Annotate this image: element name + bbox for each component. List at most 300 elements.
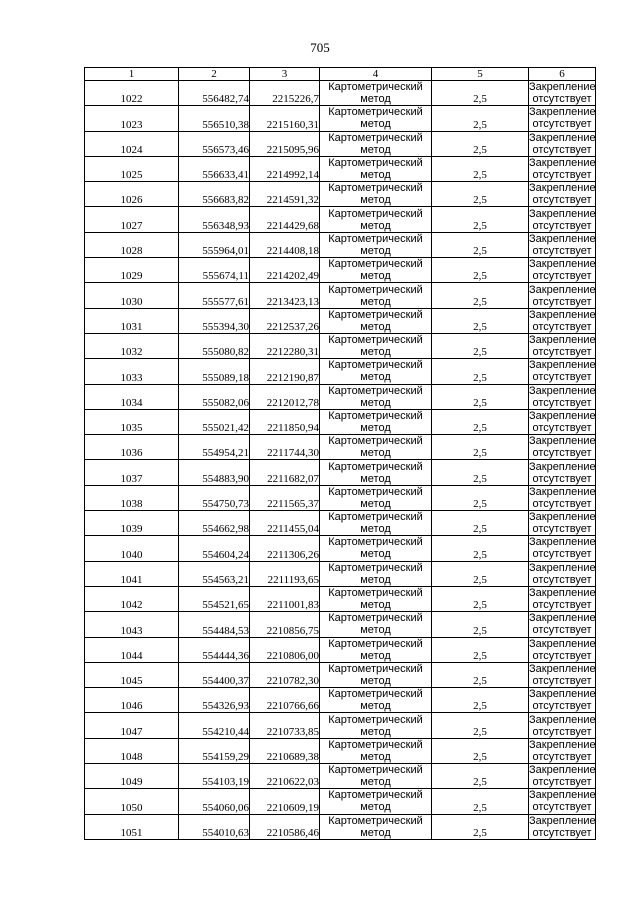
accuracy-value: 2,5 <box>432 283 529 308</box>
method-cell <box>320 359 432 384</box>
accuracy-value: 2,5 <box>432 308 529 333</box>
column-header-5: 5 <box>432 68 529 81</box>
method-line-1: Картометрический <box>328 182 423 195</box>
method-line-2: метод <box>360 143 391 156</box>
fixation-cell <box>529 713 596 738</box>
fixation-line-2: отсутствует <box>532 93 592 106</box>
method-cell <box>320 283 432 308</box>
fixation-line-1: Закрепление <box>529 814 596 827</box>
coordinate-x: 555394,30 <box>179 308 250 333</box>
coordinate-x: 555964,01 <box>179 232 250 257</box>
fixation-line-1: Закрепление <box>529 485 596 498</box>
fixation-line-2: отсутствует <box>532 169 592 182</box>
coordinate-y: 2210609,19 <box>250 789 320 814</box>
point-number: 1037 <box>85 460 179 485</box>
accuracy-value: 2,5 <box>432 81 529 106</box>
method-line-2: метод <box>360 750 391 763</box>
point-number: 1026 <box>85 182 179 207</box>
method-line-2: метод <box>360 422 391 434</box>
fixation-cell <box>529 637 596 662</box>
coordinate-y: 2210766,66 <box>250 688 320 713</box>
method-line-1: Картометрический <box>328 435 423 448</box>
point-number: 1038 <box>85 485 179 510</box>
method-cell <box>320 738 432 763</box>
table-row <box>85 258 596 283</box>
fixation-line-2: отсутствует <box>532 725 592 738</box>
fixation-line-1: Закрепление <box>529 283 596 296</box>
point-number: 1033 <box>85 359 179 384</box>
method-cell <box>320 688 432 713</box>
fixation-cell <box>529 511 596 536</box>
accuracy-value: 2,5 <box>432 688 529 713</box>
table-row <box>85 612 596 637</box>
table-row <box>85 384 596 409</box>
fixation-cell <box>529 232 596 257</box>
point-number: 1051 <box>85 814 179 839</box>
method-line-1: Картометрический <box>328 637 423 650</box>
coordinate-x: 554326,93 <box>179 688 250 713</box>
accuracy-value: 2,5 <box>432 789 529 814</box>
point-number: 1028 <box>85 232 179 257</box>
method-line-2: метод <box>360 624 391 637</box>
fixation-line-2: отсутствует <box>532 143 592 156</box>
method-line-2: метод <box>360 725 391 738</box>
coordinate-x: 554521,65 <box>179 586 250 611</box>
fixation-line-1: Закрепление <box>529 334 596 347</box>
coordinate-x: 554159,29 <box>179 738 250 763</box>
coordinate-y: 2210856,75 <box>250 612 320 637</box>
method-cell <box>320 435 432 460</box>
table-row <box>85 308 596 333</box>
column-header-1: 1 <box>85 68 179 81</box>
method-line-1: Картометрический <box>328 308 423 321</box>
method-line-1: Картометрический <box>328 359 423 372</box>
method-cell <box>320 232 432 257</box>
coordinate-y: 2211565,37 <box>250 485 320 510</box>
coordinate-x: 554060,06 <box>179 789 250 814</box>
table-row <box>85 207 596 232</box>
method-cell <box>320 156 432 181</box>
method-line-1: Картометрический <box>328 536 423 549</box>
method-line-2: метод <box>360 599 391 612</box>
table-row <box>85 713 596 738</box>
fixation-cell <box>529 359 596 384</box>
coordinate-y: 2214429,68 <box>250 207 320 232</box>
method-cell <box>320 106 432 131</box>
fixation-cell <box>529 738 596 763</box>
fixation-line-2: отсутствует <box>532 776 592 789</box>
fixation-line-1: Закрепление <box>529 182 596 195</box>
point-number: 1025 <box>85 156 179 181</box>
method-cell <box>320 485 432 510</box>
coordinate-x: 555082,06 <box>179 384 250 409</box>
fixation-line-1: Закрепление <box>529 536 596 549</box>
method-line-2: метод <box>360 472 391 485</box>
fixation-cell <box>529 688 596 713</box>
fixation-line-1: Закрепление <box>529 359 596 372</box>
fixation-cell <box>529 182 596 207</box>
method-cell <box>320 814 432 839</box>
point-number: 1041 <box>85 561 179 586</box>
method-line-2: метод <box>360 295 391 308</box>
coordinate-y: 2214992,14 <box>250 156 320 181</box>
coordinate-x: 555080,82 <box>179 333 250 358</box>
method-line-1: Картометрический <box>328 587 423 600</box>
method-line-1: Картометрический <box>328 460 423 473</box>
method-cell <box>320 511 432 536</box>
fixation-cell <box>529 207 596 232</box>
accuracy-value: 2,5 <box>432 333 529 358</box>
accuracy-value: 2,5 <box>432 511 529 536</box>
method-line-2: метод <box>360 194 391 207</box>
table-row <box>85 182 596 207</box>
accuracy-value: 2,5 <box>432 106 529 131</box>
method-line-1: Картометрический <box>328 561 423 574</box>
fixation-line-1: Закрепление <box>529 587 596 600</box>
method-cell <box>320 409 432 434</box>
fixation-cell <box>529 258 596 283</box>
accuracy-value: 2,5 <box>432 738 529 763</box>
point-number: 1035 <box>85 409 179 434</box>
method-line-1: Картометрический <box>328 738 423 751</box>
coordinate-x: 556510,38 <box>179 106 250 131</box>
table-row <box>85 435 596 460</box>
accuracy-value: 2,5 <box>432 409 529 434</box>
coordinate-y: 2211306,26 <box>250 536 320 561</box>
fixation-line-2: отсутствует <box>532 118 592 131</box>
method-line-2: метод <box>360 244 391 257</box>
point-number: 1040 <box>85 536 179 561</box>
point-number: 1044 <box>85 637 179 662</box>
fixation-line-2: отсутствует <box>532 244 592 257</box>
fixation-line-1: Закрепление <box>529 688 596 701</box>
method-cell <box>320 536 432 561</box>
coordinate-y: 2214202,49 <box>250 258 320 283</box>
method-line-1: Картометрический <box>328 814 423 827</box>
method-cell <box>320 182 432 207</box>
point-number: 1034 <box>85 384 179 409</box>
method-line-1: Картометрический <box>328 713 423 726</box>
fixation-line-1: Закрепление <box>529 207 596 220</box>
coordinate-x: 554662,98 <box>179 511 250 536</box>
table-row <box>85 511 596 536</box>
coordinate-y: 2210733,85 <box>250 713 320 738</box>
accuracy-value: 2,5 <box>432 536 529 561</box>
table-row <box>85 536 596 561</box>
fixation-line-2: отсутствует <box>532 194 592 207</box>
accuracy-value: 2,5 <box>432 460 529 485</box>
table-row <box>85 662 596 687</box>
coordinate-y: 2210806,00 <box>250 637 320 662</box>
point-number: 1027 <box>85 207 179 232</box>
table-row <box>85 586 596 611</box>
fixation-cell <box>529 409 596 434</box>
method-line-2: метод <box>360 371 391 384</box>
coordinate-y: 2211455,04 <box>250 511 320 536</box>
method-line-2: метод <box>360 649 391 662</box>
fixation-line-2: отсутствует <box>532 649 592 662</box>
fixation-line-1: Закрепление <box>529 511 596 524</box>
fixation-line-1: Закрепление <box>529 738 596 751</box>
table-row <box>85 561 596 586</box>
point-number: 1036 <box>85 435 179 460</box>
coordinate-x: 554484,53 <box>179 612 250 637</box>
coordinate-x: 556573,46 <box>179 131 250 156</box>
fixation-cell <box>529 612 596 637</box>
point-number: 1049 <box>85 764 179 789</box>
fixation-line-2: отсутствует <box>532 371 592 384</box>
point-number: 1048 <box>85 738 179 763</box>
method-cell <box>320 612 432 637</box>
coordinate-x: 554444,36 <box>179 637 250 662</box>
table-row <box>85 81 596 106</box>
coordinate-y: 2210622,03 <box>250 764 320 789</box>
method-cell <box>320 561 432 586</box>
method-line-1: Картометрический <box>328 207 423 220</box>
point-number: 1024 <box>85 131 179 156</box>
accuracy-value: 2,5 <box>432 764 529 789</box>
accuracy-value: 2,5 <box>432 662 529 687</box>
accuracy-value: 2,5 <box>432 612 529 637</box>
method-line-1: Картометрический <box>328 688 423 701</box>
coordinate-x: 554604,24 <box>179 536 250 561</box>
method-line-1: Картометрический <box>328 789 423 802</box>
fixation-line-1: Закрепление <box>529 612 596 625</box>
point-number: 1046 <box>85 688 179 713</box>
accuracy-value: 2,5 <box>432 258 529 283</box>
method-cell <box>320 460 432 485</box>
coordinate-x: 556348,93 <box>179 207 250 232</box>
method-line-2: метод <box>360 801 391 814</box>
accuracy-value: 2,5 <box>432 435 529 460</box>
fixation-line-2: отсутствует <box>532 422 592 434</box>
fixation-line-1: Закрепление <box>529 157 596 170</box>
coordinate-y: 2214591,32 <box>250 182 320 207</box>
method-line-1: Картометрический <box>328 485 423 498</box>
coordinate-y: 2214408,18 <box>250 232 320 257</box>
page-number: 705 <box>310 40 330 55</box>
table-row <box>85 789 596 814</box>
accuracy-value: 2,5 <box>432 182 529 207</box>
fixation-cell <box>529 485 596 510</box>
table-row <box>85 333 596 358</box>
method-cell <box>320 258 432 283</box>
fixation-line-2: отсутствует <box>532 624 592 637</box>
column-header-3: 3 <box>250 68 320 81</box>
point-number: 1029 <box>85 258 179 283</box>
table-row <box>85 232 596 257</box>
table-row <box>85 131 596 156</box>
coordinate-y: 2210689,38 <box>250 738 320 763</box>
coordinate-y: 2212537,26 <box>250 308 320 333</box>
method-cell <box>320 333 432 358</box>
fixation-line-1: Закрепление <box>529 435 596 448</box>
method-line-2: метод <box>360 270 391 283</box>
coordinate-y: 2215226,7 <box>250 81 320 106</box>
table-row <box>85 637 596 662</box>
coordinate-x: 555021,42 <box>179 409 250 434</box>
method-line-1: Картометрический <box>328 410 423 422</box>
table-row <box>85 460 596 485</box>
method-line-2: метод <box>360 776 391 789</box>
table-row <box>85 156 596 181</box>
accuracy-value: 2,5 <box>432 207 529 232</box>
method-line-1: Картометрический <box>328 384 423 397</box>
coordinate-x: 554400,37 <box>179 662 250 687</box>
fixation-line-2: отсутствует <box>532 472 592 485</box>
fixation-cell <box>529 106 596 131</box>
method-line-1: Картометрический <box>328 764 423 777</box>
fixation-line-2: отсутствует <box>532 826 592 839</box>
point-number: 1022 <box>85 81 179 106</box>
accuracy-value: 2,5 <box>432 485 529 510</box>
fixation-line-1: Закрепление <box>529 81 596 94</box>
coordinate-x: 556633,41 <box>179 156 250 181</box>
fixation-line-2: отсутствует <box>532 219 592 232</box>
accuracy-value: 2,5 <box>432 637 529 662</box>
method-line-2: метод <box>360 548 391 561</box>
table-row <box>85 688 596 713</box>
accuracy-value: 2,5 <box>432 232 529 257</box>
coordinate-y: 2212012,78 <box>250 384 320 409</box>
point-number: 1031 <box>85 308 179 333</box>
method-line-2: метод <box>360 396 391 409</box>
point-number: 1030 <box>85 283 179 308</box>
method-line-2: метод <box>360 320 391 333</box>
coordinates-table <box>84 67 596 840</box>
method-line-2: метод <box>360 219 391 232</box>
method-line-2: метод <box>360 447 391 460</box>
method-line-2: метод <box>360 700 391 713</box>
fixation-line-2: отсутствует <box>532 750 592 763</box>
point-number: 1047 <box>85 713 179 738</box>
accuracy-value: 2,5 <box>432 359 529 384</box>
method-line-1: Картометрический <box>328 662 423 675</box>
fixation-cell <box>529 156 596 181</box>
method-line-2: метод <box>360 346 391 359</box>
coordinate-x: 555089,18 <box>179 359 250 384</box>
method-line-1: Картометрический <box>328 334 423 347</box>
coordinate-x: 556683,82 <box>179 182 250 207</box>
coordinate-y: 2211001,83 <box>250 586 320 611</box>
table-row <box>85 359 596 384</box>
column-header-2: 2 <box>179 68 250 81</box>
fixation-line-2: отсутствует <box>532 674 592 687</box>
method-cell <box>320 131 432 156</box>
fixation-line-1: Закрепление <box>529 764 596 777</box>
method-line-1: Картометрический <box>328 612 423 625</box>
method-cell <box>320 384 432 409</box>
coordinate-y: 2211193,65 <box>250 561 320 586</box>
coordinate-y: 2215095,96 <box>250 131 320 156</box>
point-number: 1050 <box>85 789 179 814</box>
fixation-line-2: отсутствует <box>532 295 592 308</box>
method-line-1: Картометрический <box>328 131 423 144</box>
table-body <box>85 81 596 840</box>
table-row <box>85 764 596 789</box>
coordinate-x: 554210,44 <box>179 713 250 738</box>
coordinate-y: 2212190,87 <box>250 359 320 384</box>
fixation-cell <box>529 435 596 460</box>
accuracy-value: 2,5 <box>432 384 529 409</box>
table-row <box>85 283 596 308</box>
fixation-line-1: Закрепление <box>529 460 596 473</box>
coordinate-x: 555577,61 <box>179 283 250 308</box>
fixation-line-2: отсутствует <box>532 497 592 510</box>
method-line-2: метод <box>360 826 391 839</box>
fixation-line-1: Закрепление <box>529 106 596 119</box>
coordinate-x: 554883,90 <box>179 460 250 485</box>
fixation-line-1: Закрепление <box>529 789 596 802</box>
method-line-2: метод <box>360 674 391 687</box>
fixation-line-1: Закрепление <box>529 131 596 144</box>
accuracy-value: 2,5 <box>432 814 529 839</box>
method-line-1: Картометрический <box>328 511 423 524</box>
fixation-line-1: Закрепление <box>529 384 596 397</box>
fixation-cell <box>529 662 596 687</box>
method-line-1: Картометрический <box>328 258 423 271</box>
method-cell <box>320 207 432 232</box>
point-number: 1043 <box>85 612 179 637</box>
method-line-1: Картометрический <box>328 106 423 119</box>
coordinate-y: 2211682,07 <box>250 460 320 485</box>
coordinate-y: 2211850,94 <box>250 409 320 434</box>
fixation-line-2: отсутствует <box>532 700 592 713</box>
fixation-line-2: отсутствует <box>532 396 592 409</box>
method-line-1: Картометрический <box>328 81 423 94</box>
coordinate-y: 2215160,31 <box>250 106 320 131</box>
fixation-line-1: Закрепление <box>529 713 596 726</box>
table-row <box>85 485 596 510</box>
method-line-1: Картометрический <box>328 283 423 296</box>
fixation-line-1: Закрепление <box>529 308 596 321</box>
fixation-line-2: отсутствует <box>532 320 592 333</box>
method-cell <box>320 662 432 687</box>
fixation-line-2: отсутствует <box>532 270 592 283</box>
method-line-2: метод <box>360 118 391 131</box>
fixation-line-2: отсутствует <box>532 548 592 561</box>
point-number: 1032 <box>85 333 179 358</box>
method-line-2: метод <box>360 169 391 182</box>
fixation-cell <box>529 308 596 333</box>
fixation-cell <box>529 814 596 839</box>
fixation-line-2: отсутствует <box>532 447 592 460</box>
method-line-2: метод <box>360 523 391 536</box>
fixation-line-1: Закрепление <box>529 232 596 245</box>
fixation-line-1: Закрепление <box>529 561 596 574</box>
method-line-1: Картометрический <box>328 232 423 245</box>
fixation-cell <box>529 384 596 409</box>
accuracy-value: 2,5 <box>432 131 529 156</box>
fixation-cell <box>529 283 596 308</box>
method-cell <box>320 764 432 789</box>
fixation-cell <box>529 536 596 561</box>
fixation-cell <box>529 586 596 611</box>
method-cell <box>320 586 432 611</box>
column-header-4: 4 <box>320 68 432 81</box>
table-row <box>85 738 596 763</box>
table-row <box>85 106 596 131</box>
fixation-line-1: Закрепление <box>529 662 596 675</box>
table-row <box>85 409 596 434</box>
method-cell <box>320 308 432 333</box>
method-cell <box>320 637 432 662</box>
coordinate-x: 554750,73 <box>179 485 250 510</box>
fixation-line-1: Закрепление <box>529 258 596 271</box>
fixation-cell <box>529 764 596 789</box>
method-cell <box>320 713 432 738</box>
fixation-cell <box>529 333 596 358</box>
